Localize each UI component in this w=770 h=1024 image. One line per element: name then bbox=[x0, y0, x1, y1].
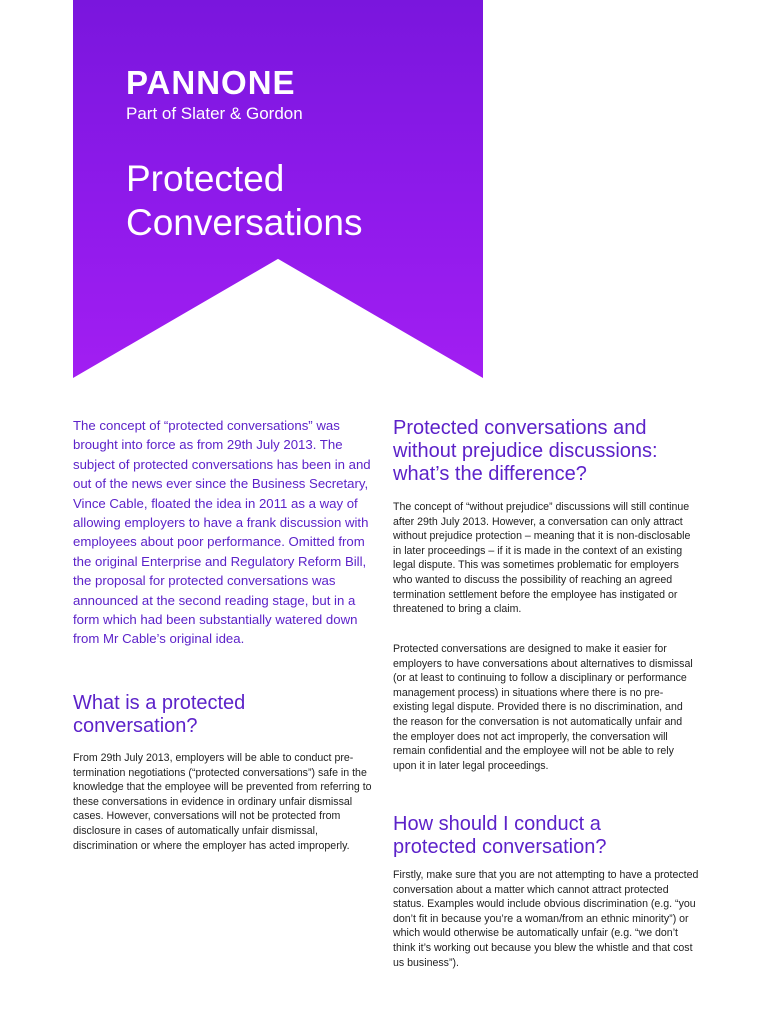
difference-heading: Protected conversations and without prejudice discussions: what’s the difference? bbox=[393, 417, 658, 485]
document-title-line-1: Protected bbox=[126, 158, 285, 199]
how-to-heading: How should I conduct a protected conversation? bbox=[393, 813, 607, 858]
document-title bbox=[126, 157, 363, 245]
brand-logo: PANNONE bbox=[126, 64, 296, 101]
brand-tagline: Part of Slater & Gordon bbox=[126, 104, 303, 123]
intro-paragraph: The concept of “protected conversations” was brought into force as from 29th July 2013. The subject of protected conversations has been in and out of the news ever since the Business Secretary, Vince Cable, floated the idea in 2011 as a way of allowing employers to have a frank discussion with employees about poor performance. Omitted from the original Enterprise and Regulatory Reform Bill, the proposal for protected conversations was announced at the second reading stage, but in a form which had been substantially watered down from Mr Cable’s original idea. bbox=[73, 418, 371, 647]
what-is-heading: What is a protected conversation? bbox=[73, 692, 246, 737]
what-is-body: From 29th July 2013, employers will be able to conduct pre-termination negotiations (“protected conversations”) safe in the knowledge that the employee will be prevented from referring to these conversations in evidence in ordinary unfair dismissal cases. However, conversations will not be protected from disclosure in cases of automatically unfair dismissal, discrimination or where the employer has acted improperly. bbox=[73, 752, 372, 852]
how-to-body: Firstly, make sure that you are not attempting to have a protected conversation about a matter which cannot attract protected status. Examples would include obvious discrimination (e.g. “you don’t fit in because you’re a woman/from an ethnic minority”) or which would otherwise be automatically unfair (e.g. “we don’t think it’s working out because you blew the whistle and that cost us business”). bbox=[393, 869, 699, 969]
difference-body-2: Protected conversations are designed to make it easier for employers to have conversations about alternatives to dismissal (or at least to continuing to follow a disciplinary or performance management process) in situations where there is no pre-existing legal dispute. Provided there is no discrimination, and the reason for the conversation is not automatically unfair and the employer does not act improperly, the conversation will remain confidential and the employee will not be able to rely upon it in later legal proceedings. bbox=[393, 643, 693, 772]
document-title-line-2: Conversations bbox=[126, 202, 363, 243]
difference-body-1: The concept of “without prejudice” discussions will still continue after 29th July 2013. However, a conversation can only attract without prejudice protection – meaning that it is non-disclosable in later proceedings – if it is made in the context of an existing legal dispute. This was sometimes problematic for employers who wanted to discuss the possibility of reaching an agreed termination settlement before the employee has instigated or threatened to bring a claim. bbox=[393, 501, 691, 616]
